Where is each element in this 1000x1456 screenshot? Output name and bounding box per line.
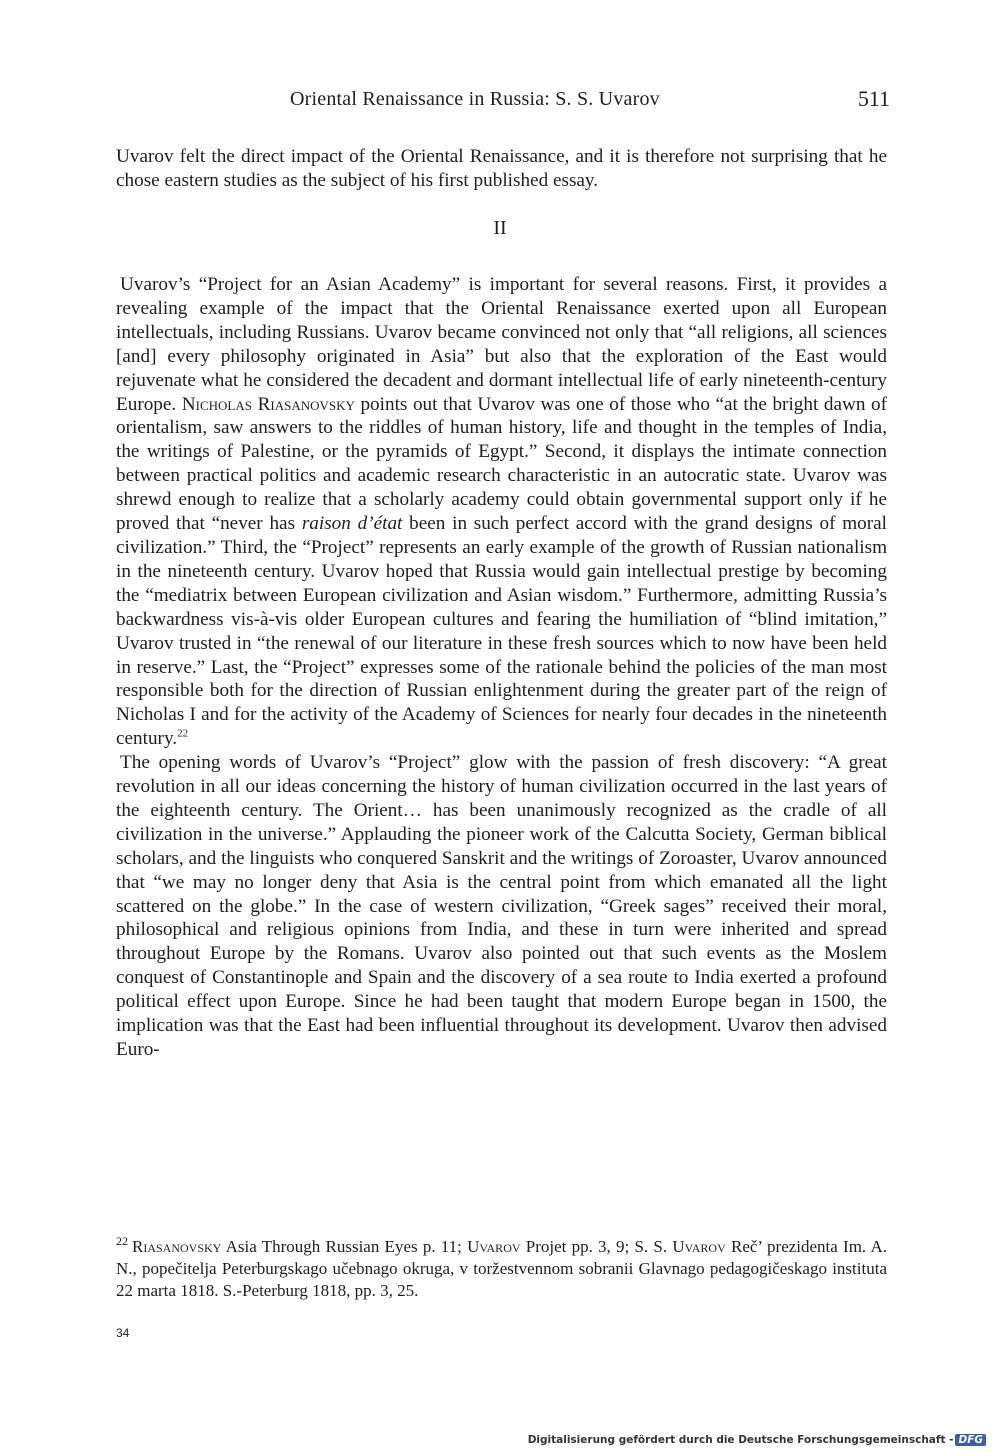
paragraph-opening bbox=[116, 145, 887, 193]
footnote-author: Uvarov bbox=[672, 1237, 726, 1256]
paragraph-project bbox=[116, 273, 887, 751]
dfg-logo-badge: DFG bbox=[955, 1434, 986, 1446]
text-span: Uvarov’s “Project for an Asian Academy” is important for several reasons. First, it provides a revealing example of the impact that the Oriental Renaissance exerted upon all European intellectuals, including Russians. Uvarov became convinced not only that “all religions, all sciences [and] every philosophy originated in Asia” but also that the exploration of the East would rejuvenate what he considered the decadent and dormant intellectual life of early nineteenth-century Europe. bbox=[116, 274, 887, 415]
footnote-text: Asia Through Russian Eyes p. 11; bbox=[221, 1237, 468, 1256]
footnote-text: Projet pp. 3, 9; S. S. bbox=[520, 1237, 673, 1256]
footnote-reference[interactable]: 22 bbox=[177, 727, 189, 740]
paragraph-text: Uvarov felt the direct impact of the Oriental Renaissance, and it is therefore not surprising that he chose eastern studies as the subject of his first published essay. bbox=[116, 146, 887, 191]
text-span: been in such perfect accord with the grand designs of moral civilization.” Third, the “Project” represents an early example of the growth of Russian nationalism in the nineteenth century. Uvarov hoped that Russia would gain intellectual prestige by becoming the “mediatrix between European civilization and Asian wisdom.” Furthermore, admitting Russia’s backwardness vis-à-vis older European cultures and fearing the humiliation of “blind imitation,” Uvarov trusted in “the renewal of our literature in these fresh sources which to now have been held in reserve.” Last, the “Project” expresses some of the rationale behind the policies of the man most responsible both for the direction of Russian enlightenment during the greater part of the reign of Nicholas I and for the activity of the Academy of Sciences for nearly four decades in the nineteenth century. bbox=[116, 513, 887, 750]
signature-mark: 34 bbox=[116, 1326, 130, 1340]
footnote-author: Uvarov bbox=[467, 1237, 521, 1256]
footnote bbox=[116, 1236, 887, 1302]
italic-phrase: raison d’état bbox=[301, 513, 403, 535]
footnote-author: Riasanovsky bbox=[132, 1237, 222, 1256]
section-number: II bbox=[493, 217, 507, 239]
digitization-notice bbox=[528, 1434, 986, 1446]
body-text bbox=[116, 273, 887, 1062]
page-number: 511 bbox=[857, 86, 890, 111]
author-name: Nicholas Riasanovsky bbox=[181, 393, 355, 415]
text-span: points out that Uvarov was one of those who “at the bright dawn of orientalism, saw answers to the riddles of human history, life and thought in the temples of India, the writings of Palestine, or the pyramids of Egypt.” Second, it displays the intimate connection between practical politics and academic research characteristic in an autocratic state. Uvarov was shrewd enough to realize that a scholarly academy could obtain governmental support only if he proved that “never has bbox=[116, 393, 887, 535]
running-title: Oriental Renaissance in Russia: S. S. Uvarov bbox=[290, 88, 660, 110]
footnote-text: Reč’ prezidenta Im. A. N., popečitelja Peterburgskago učebnago okruga, v toržestvennom sobranii Glavnago pedagogičeskago instituta 22 marta 1818. S.-Peterburg 1818, pp. 3, 25. bbox=[116, 1237, 887, 1300]
paragraph-opening-words: The opening words of Uvarov’s “Project” glow with the passion of fresh discovery: “A great revolution in all our ideas concerning the history of human civilization occurred in the last years of the eighteenth century. The Orient… has been unanimously recognized as the cradle of all civilization in the universe.” Applauding the pioneer work of the Calcutta Society, German biblical scholars, and the linguists who conquered Sanskrit and the writings of Zoroaster, Uvarov announced that “we may no longer deny that Asia is the central point from which emanated all the light scattered on the globe.” In the case of western civilization, “Greek sages” received their moral, philosophical and religious opinions from India, and these in turn were inherited and spread throughout Europe by the Romans. Uvarov also pointed out that such events as the Moslem conquest of Constantinople and Spain and the discovery of a sea route to India exerted a profound political effect upon Europe. Since he had been taught that modern Europe began in 1500, the implication was that the East had been influential throughout its development. Uvarov then advised Euro- bbox=[116, 752, 887, 1060]
digitization-text: Digitalisierung gefördert durch die Deutsche Forschungsgemeinschaft - bbox=[527, 1434, 954, 1446]
footnote-number: 22 bbox=[116, 1234, 128, 1249]
running-header bbox=[290, 88, 890, 118]
